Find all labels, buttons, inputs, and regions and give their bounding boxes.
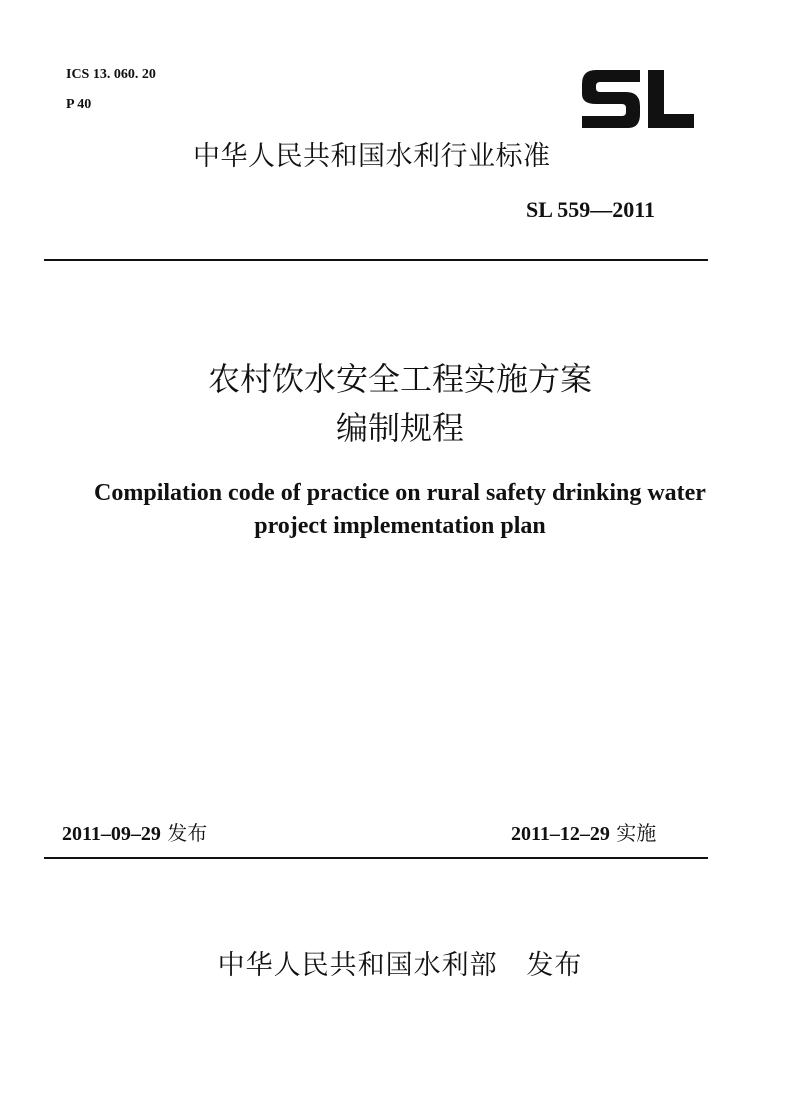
implementation-date: 2011–12–29 xyxy=(511,823,610,845)
publisher: 中华人民共和国水利部 发布 xyxy=(217,950,583,981)
bottom-divider xyxy=(44,857,708,859)
ics-code: ICS 13. 060. 20 xyxy=(66,67,156,82)
standard-number: SL 559—2011 xyxy=(526,197,655,222)
english-title-line1: Compilation code of practice on rural safety drinking water xyxy=(94,480,706,506)
industry-standard-heading: 中华人民共和国水利行业标准 xyxy=(193,141,551,172)
top-divider xyxy=(44,259,708,261)
implementation-label: 实施 xyxy=(616,821,657,845)
chinese-title-line2: 编制规程 xyxy=(335,409,464,447)
english-title-line2: project implementation plan xyxy=(254,513,546,539)
implementation-date-block xyxy=(511,817,656,846)
issue-label: 发布 xyxy=(167,821,208,845)
chinese-title-line1: 农村饮水安全工程实施方案 xyxy=(207,360,592,398)
issue-date: 2011–09–29 xyxy=(62,823,161,845)
issue-date-block xyxy=(62,817,207,846)
classification-code: P 40 xyxy=(66,97,92,112)
sl-logo xyxy=(578,66,696,130)
